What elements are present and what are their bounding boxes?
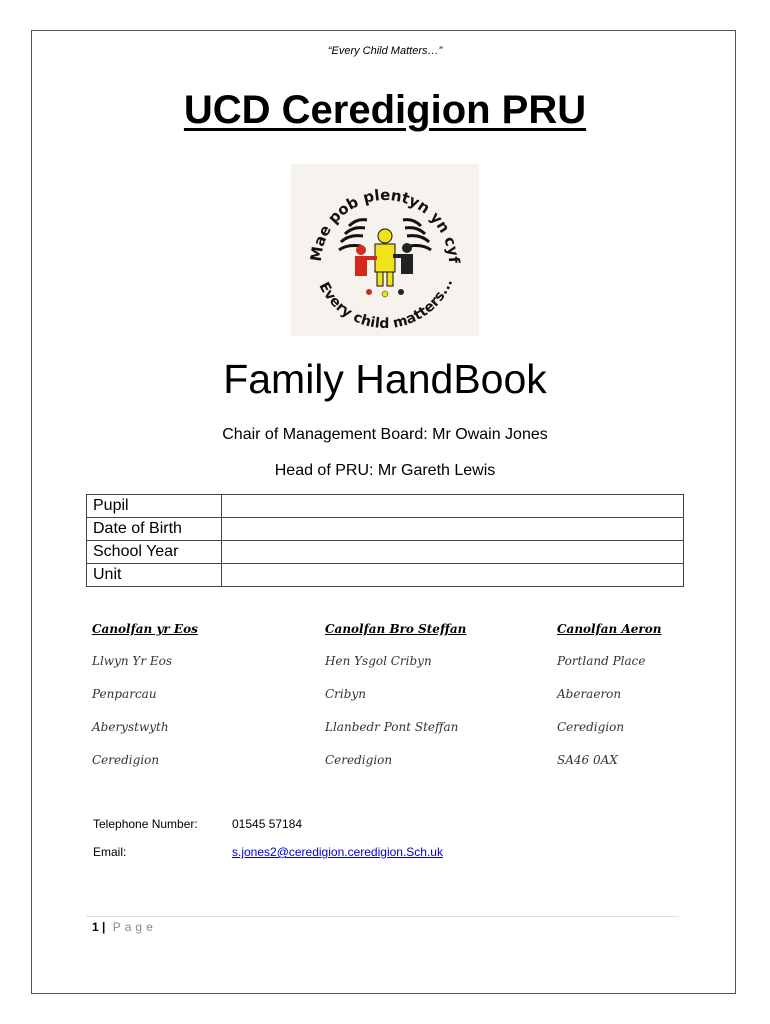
table-row: [87, 541, 684, 564]
address-line: Portland Place: [557, 654, 646, 668]
table-row: [87, 564, 684, 587]
table-row: [87, 495, 684, 518]
email-link[interactable]: s.jones2@ceredigion.ceredigion.Sch.uk: [232, 845, 443, 859]
row-value-unit[interactable]: [222, 564, 684, 587]
pupil-info-table: [86, 494, 684, 587]
school-logo: [291, 164, 479, 336]
centre-eos: [92, 622, 292, 784]
handbook-title: Family HandBook: [223, 356, 547, 402]
address-line: Aberystwyth: [92, 720, 169, 734]
centre-bro-steffan: [325, 622, 525, 784]
logo-ring-text-bottom: Every child matters...: [315, 276, 457, 333]
email-row: [93, 845, 443, 859]
page-title: UCD Ceredigion PRU: [183, 88, 587, 132]
centre-name: Canolfan yr Eos: [92, 622, 198, 636]
address-line: Llwyn Yr Eos: [92, 654, 173, 668]
address-line: Ceredigion: [557, 720, 625, 734]
logo-ring-text-top: Mae pob plentyn yn cyf: [306, 185, 464, 264]
logo-graphic: [291, 164, 479, 336]
row-label-pupil: Pupil: [87, 495, 222, 518]
footer-separator: |: [102, 920, 106, 934]
motto: “Every Child Matters…”: [327, 45, 443, 57]
row-value-school-year[interactable]: [222, 541, 684, 564]
logo-children-icon: [355, 229, 413, 297]
row-label-school-year: School Year: [87, 541, 222, 564]
telephone-value: 01545 57184: [232, 817, 303, 831]
page-footer: [92, 920, 157, 934]
address-line: Llanbedr Pont Steffan: [325, 720, 459, 734]
row-label-unit: Unit: [87, 564, 222, 587]
address-line: SA46 0AX: [557, 753, 618, 767]
centre-name: Canolfan Aeron: [557, 622, 662, 636]
telephone-label: Telephone Number:: [93, 817, 198, 831]
address-line: Ceredigion: [325, 753, 393, 767]
page-word: Page: [112, 920, 157, 934]
row-value-date-of-birth[interactable]: [222, 518, 684, 541]
row-value-pupil[interactable]: [222, 495, 684, 518]
address-line: Penparcau: [92, 687, 157, 701]
centre-aeron: [557, 622, 757, 784]
svg-text:Every child matters...: [315, 277, 456, 332]
row-label-date-of-birth: Date of Birth: [87, 518, 222, 541]
telephone-row: [93, 817, 303, 831]
page-number: 1: [92, 920, 99, 934]
address-line: Ceredigion: [92, 753, 160, 767]
footer-divider: [86, 916, 679, 917]
address-line: Cribyn: [325, 687, 366, 701]
address-line: Hen Ysgol Cribyn: [325, 654, 432, 668]
address-line: Aberaeron: [557, 687, 622, 701]
chair-line: Chair of Management Board: Mr Owain Jones: [222, 426, 548, 443]
centre-name: Canolfan Bro Steffan: [325, 622, 467, 636]
table-row: [87, 518, 684, 541]
email-label: Email:: [93, 845, 127, 859]
head-line: Head of PRU: Mr Gareth Lewis: [274, 462, 496, 479]
